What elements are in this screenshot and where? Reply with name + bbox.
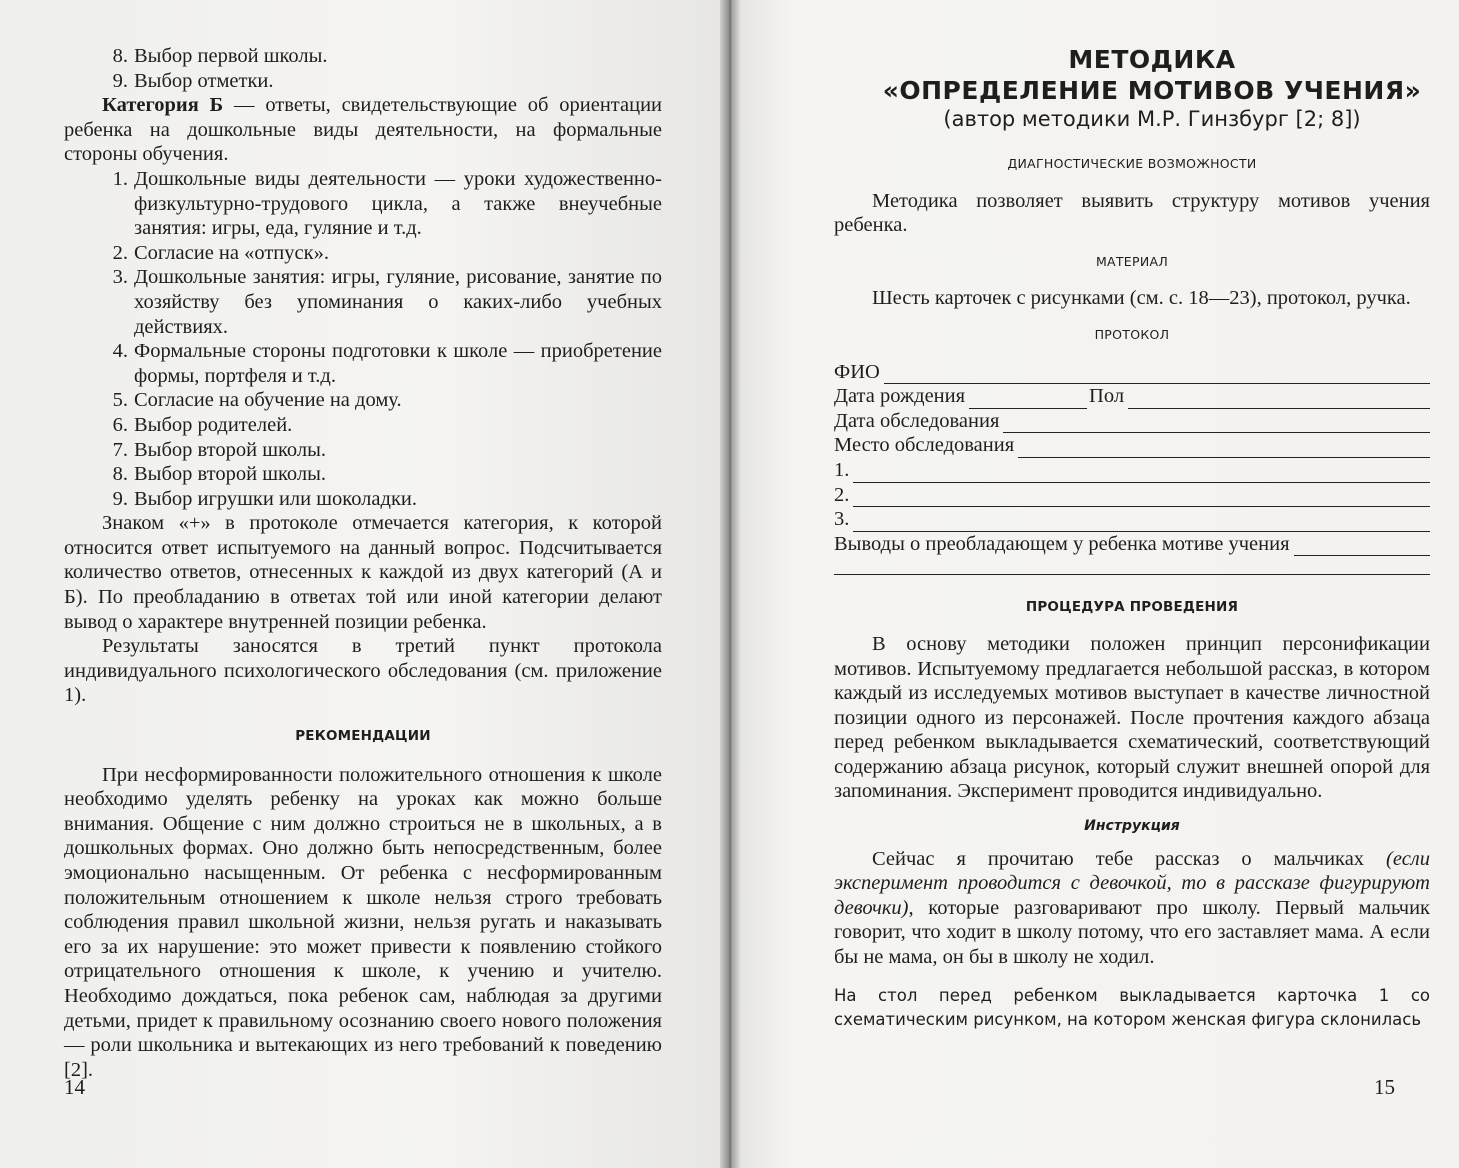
list-item-text: Выбор отметки. [134,69,274,92]
list-item [102,69,662,94]
exam-date-field [834,409,1430,434]
list-item-text: Дошкольные виды деятельности — уроки художественно-физкультурно-трудового цикла, а также внеучебные занятия: игры, еда, гуляние и т.д. [134,167,662,240]
list-item [102,44,662,69]
list-item-number: 9. [112,487,128,510]
exam-place-label: Место обследования [834,434,1015,457]
list-item [102,167,662,241]
birth-sex-field [834,384,1430,409]
list-item [102,388,662,413]
item-2-line[interactable] [853,488,1430,507]
birth-label: Дата рождения [834,385,966,408]
list-item-number: 5. [112,389,128,412]
results-paragraph: Результаты заносятся в третий пункт протокола индивидуального психологического обследования (см. приложение 1). [64,635,662,707]
list-item-text: Выбор второй школы. [134,463,327,486]
procedure-heading: ПРОЦЕДУРА ПРОВЕДЕНИЯ [1025,599,1239,616]
list-item-number: 3. [112,266,128,289]
recommendations-heading: РЕКОМЕНДАЦИИ [295,728,431,745]
list-item-number: 2. [112,241,128,264]
card-paragraph: На стол перед ребенком выкладывается карточка 1 со схематическим рисунком, на котором женская фигура склонилась [834,985,1430,1029]
list-item-text: Согласие на обучение на дому. [134,389,402,412]
category-b-paragraph [64,93,662,167]
list-item-number: 8. [112,463,128,486]
list-item [102,265,662,339]
right-page-body [834,44,1430,1032]
list-item [102,241,662,266]
left-page [0,0,726,1168]
conclusions-line[interactable] [1294,537,1430,556]
method-title-line-1: МЕТОДИКА [1068,45,1236,74]
list-item [102,462,662,487]
sign-paragraph: Знаком «+» в протоколе отмечается категория, к которой относится ответ испытуемого на данный вопрос. Подсчитывается количество ответов, отнесенных к каждой из двух категорий (А и Б). По преобладанию в ответах той или иной категории делают вывод о характере внутренней позиции ребенка. [64,512,662,633]
list-item-number: 6. [112,413,128,436]
item-3-label: 3. [834,508,850,531]
diagnostic-paragraph: Методика позволяет выявить структуру мотивов учения ребенка. [834,189,1430,237]
list-item-text: Согласие на «отпуск». [134,241,329,264]
page-number: 15 [1374,1075,1395,1099]
list-item-number: 1. [112,167,128,190]
list-item [102,413,662,438]
item-2-field [834,483,1430,508]
item-1-label: 1. [834,458,850,481]
procedure-paragraph: В основу методики положен принцип персонификации мотивов. Испытуемому предлагается небольшой рассказ, в котором каждый из исследуемых мотивов выступает в качестве личностной позиции одного из персонажей. После прочтения каждого абзаца перед ребенком выкладывается схематический, соответствующий содержанию абзаца рисунок, который служит внешней опорой для запоминания. Эксперимент проводится индивидуально. [834,632,1430,803]
diagnostic-heading: ДИАГНОСТИЧЕСКИЕ ВОЗМОЖНОСТИ [1007,156,1257,171]
list-item [102,339,662,388]
instruction-start: Сейчас я прочитаю тебе рассказ о мальчиках [872,847,1387,870]
list-item-text: Выбор родителей. [134,413,293,436]
exam-place-field [834,433,1430,458]
list-item-text: Выбор игрушки или шоколадки. [134,487,417,510]
fio-label: ФИО [834,360,880,383]
material-heading: МАТЕРИАЛ [1095,253,1169,269]
list-item-number: 4. [112,340,128,363]
exam-place-line[interactable] [1018,439,1430,458]
item-3-line[interactable] [853,513,1430,532]
fio-field [834,360,1430,385]
right-page [734,0,1459,1168]
category-b-list [64,167,662,511]
instruction-heading: Инструкция [1084,818,1180,835]
left-page-body [64,44,662,1082]
fio-line[interactable] [884,365,1430,384]
list-item-text: Формальные стороны подготовки к школе — приобретение формы, портфеля и т.д. [134,340,662,387]
list-item-number: 7. [112,438,128,461]
list-item [102,487,662,512]
method-title-line-2: «ОПРЕДЕЛЕНИЕ МОТИВОВ УЧЕНИЯ» [882,76,1422,105]
item-3-field [834,507,1430,532]
book-gutter [720,0,740,1168]
list-item-number: 9. [112,69,128,92]
list-item-number: 8. [112,45,128,67]
page-number: 14 [64,1075,85,1099]
recommendations-paragraph: При несформированности положительного отношения к школе необходимо уделять ребенку на уроках как можно больше внимания. Общение с ним должно строиться не в школьных, а в дошкольных формах. Оно должно быть непосредственным, более эмоционально насыщенным. От ребенка с несформированным положительным отношением к школе нельзя строго требовать соблюдения правил школьной жизни, нельзя ругать и наказывать его за их нарушение: это может привести к появлению стойкого отрицательного отношения к школе, к учению и учителю. Необходимо дождаться, пока ребенок сам, наблюдая за другими детьми, придет к правильному осознанию своего нового положения — роли школьника и вытекающих из него требований к поведению [2]. [64,763,662,1081]
list-item-text: Выбор второй школы. [134,438,327,461]
category-b-text: — ответы, свидетельствующие об ориентации ребенка на дошкольные виды деятельности, на формальные стороны обучения. [64,94,663,166]
conclusions-field [834,532,1430,557]
sex-label: Пол [1089,385,1125,408]
instruction-paragraph [834,847,1430,970]
exam-date-line[interactable] [1003,414,1430,433]
item-2-label: 2. [834,483,850,506]
exam-date-label: Дата обследования [834,409,1000,432]
conclusions-extra-line[interactable] [834,556,1430,575]
item-1-line[interactable] [853,464,1430,483]
birth-line[interactable] [969,390,1087,409]
method-author: (автор методики М.Р. Гинзбург [2; 8]) [943,107,1361,131]
item-1-field [834,458,1430,483]
conclusions-label: Выводы о преобладающем у ребенка мотиве учения [834,532,1290,555]
protocol-heading: ПРОТОКОЛ [1094,326,1170,342]
top-list [64,44,662,93]
sex-line[interactable] [1128,390,1430,409]
list-item-text: Выбор первой школы. [134,45,328,67]
conclusions-extra-field [834,556,1430,575]
list-item [102,438,662,463]
material-paragraph: Шесть карточек с рисунками (см. с. 18—23), протокол, ручка. [872,287,1411,310]
category-b-label: Категория Б [102,94,224,117]
protocol-form [834,360,1430,576]
instruction-end: , которые разговаривают про школу. Первый мальчик говорит, что ходит в школу потому, что его заставляет мама. А если бы не мама, он бы в школу не ходил. [834,896,1430,969]
list-item-text: Дошкольные занятия: игры, гуляние, рисование, занятие по хозяйству без упоминания о каких-либо учебных действиях. [134,266,662,338]
instruction-italic: (если эксперимент проводится с девочкой, то в рассказе фигурируют девочки) [834,847,1430,919]
